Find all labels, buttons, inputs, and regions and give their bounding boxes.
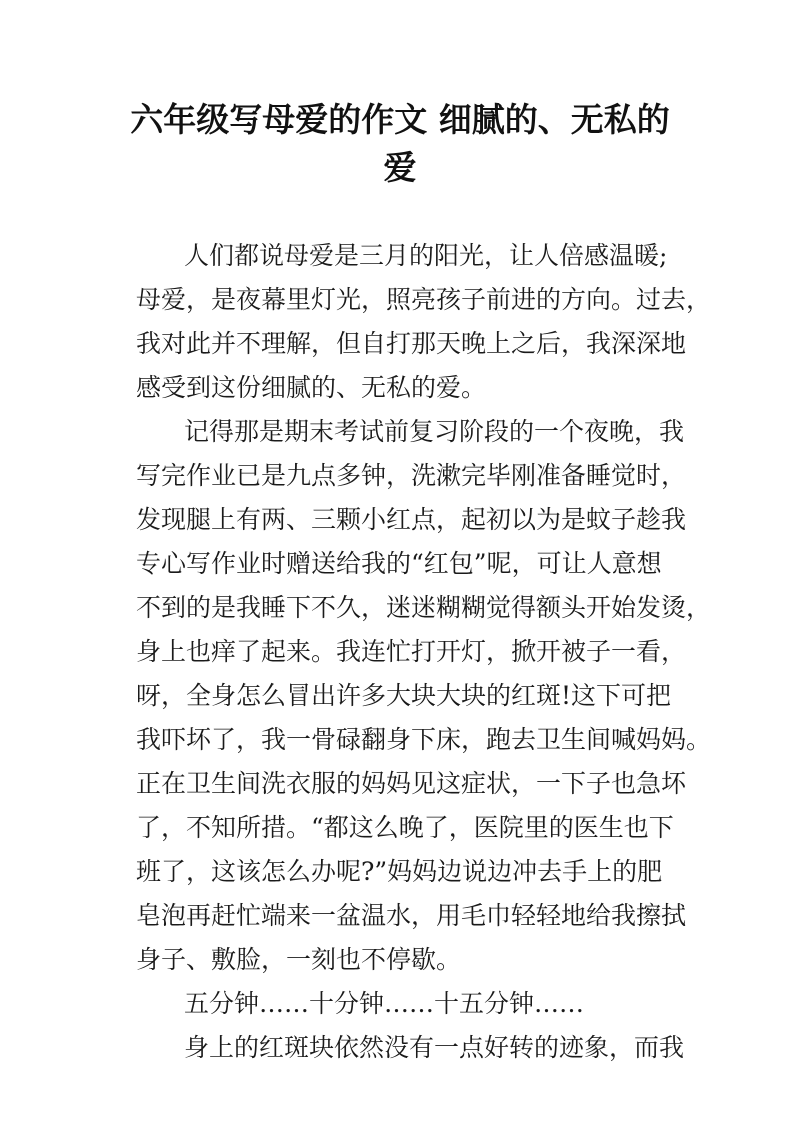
paragraph-line: 身子、敷脸，一刻也不停歇。 <box>136 945 462 974</box>
paragraph-line: 感受到这份细腻的、无私的爱。 <box>136 373 487 402</box>
paragraph-line: 写完作业已是九点多钟，洗漱完毕刚准备睡觉时， <box>136 461 687 490</box>
paragraph-line: 皂泡再赶忙端来一盆温水，用毛巾轻轻地给我擦拭 <box>136 901 687 930</box>
paragraph-line: 呀，全身怎么冒出许多大块大块的红斑!这下可把 <box>136 681 672 710</box>
paragraph-line: 发现腿上有两、三颗小红点，起初以为是蚊子趁我 <box>136 505 687 534</box>
paragraph-line: 我吓坏了，我一骨碌翻身下床，跑去卫生间喊妈妈。 <box>136 725 712 754</box>
paragraph-line: 正在卫生间洗衣服的妈妈见这症状，一下子也急坏 <box>136 769 687 798</box>
paragraph-line: 我对此并不理解，但自打那天晚上之后，我深深地 <box>136 329 687 358</box>
paragraph-line: 身上也痒了起来。我连忙打开灯，掀开被子一看， <box>136 637 687 666</box>
paragraph-line: 了，不知所措。“都这么晚了，医院里的医生也下 <box>136 813 674 842</box>
paragraph-line: 身上的红斑块依然没有一点好转的迹象，而我 <box>184 1033 685 1062</box>
title-line: 六年级写母爱的作文 细腻的、无私的 <box>130 100 670 139</box>
paragraph-line: 班了，这该怎么办呢?”妈妈边说边冲去手上的肥 <box>136 857 663 886</box>
paragraph-line: 记得那是期末考试前复习阶段的一个夜晚，我 <box>184 417 685 446</box>
paragraph-line: 人们都说母爱是三月的阳光，让人倍感温暖; <box>184 241 668 270</box>
paragraph-line: 母爱，是夜幕里灯光，照亮孩子前进的方向。过去， <box>136 285 712 314</box>
paragraph-line: 专心写作业时赠送给我的“红包”呢，可让人意想 <box>136 549 662 578</box>
paragraph-line: 五分钟……十分钟……十五分钟…… <box>184 989 585 1018</box>
paragraph-line: 不到的是我睡下不久，迷迷糊糊觉得额头开始发烫， <box>136 593 712 622</box>
document-title <box>100 96 700 192</box>
title-line: 爱 <box>383 148 417 187</box>
